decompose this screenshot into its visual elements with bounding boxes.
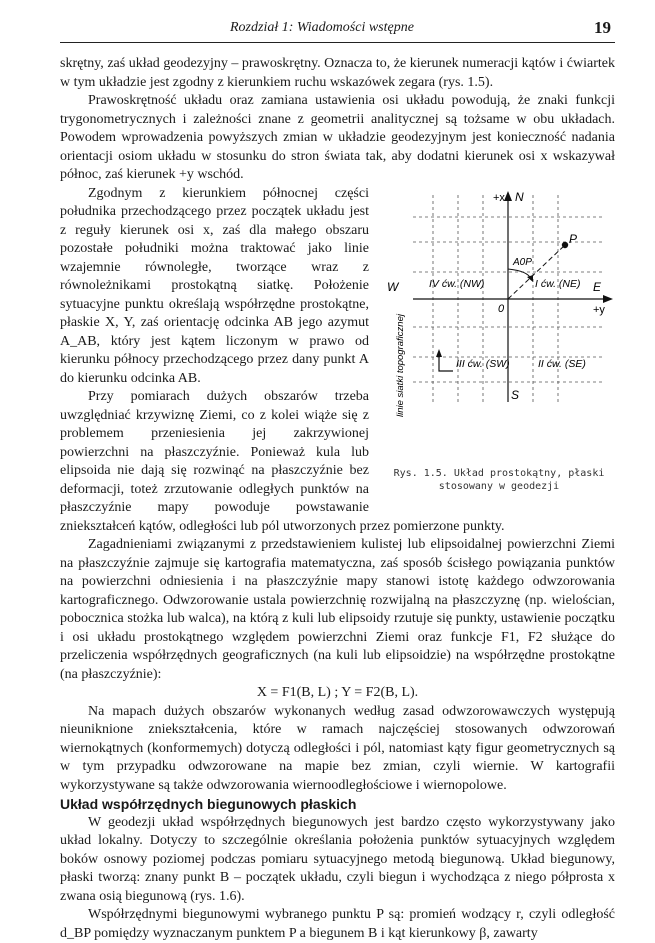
caption-line: stosowany w geodezji bbox=[438, 480, 560, 492]
axis-y-label: +y bbox=[593, 303, 605, 316]
point-p bbox=[562, 241, 568, 247]
formula: X = F1(B, L) ; Y = F2(B, L). bbox=[256, 685, 419, 700]
section-heading: Układ współrzędnych biegunowych płaskich bbox=[60, 796, 357, 812]
figure-1-5 bbox=[383, 187, 615, 512]
page-number: 19 bbox=[594, 18, 611, 37]
coordinate-diagram bbox=[383, 187, 615, 462]
azimuth-arc bbox=[508, 269, 531, 279]
figure-caption bbox=[383, 467, 615, 493]
south-label: S bbox=[511, 387, 520, 402]
quadrant-4-label: IV ćw. (NW) bbox=[429, 277, 485, 290]
paragraph: Zagadnieniami związanymi z przedstawieniem kulistej lub elipsoidalnej powierzchni Ziemi na płaszczyźnie zajmuje się kartografia matematyczna, zaś sposób ścisłego powiązania punktów na powierzchni odniesienia i na płaszczyźnie mapy stanowi istotę każdego odwzorowania kartograficznego. Odwzorowanie ustala powierzchnię rozwijalną na płaszczyznę (np. wielościan, pobocznica stożka lub walca), na którą z kuli lub elipsoidy rzutuje się punkty, ustawienie początku i osi układu prostokątnego względem powierzchni Ziemi oraz funkcje F1, F2 służące do przeliczenia współrzędnych geograficznych (na kuli lub elipsoidzie) na współrzędne prostokątne (na płaszczyźnie): bbox=[60, 537, 615, 682]
quadrant-3-label: III ćw. (SW) bbox=[456, 357, 510, 370]
north-label: N bbox=[515, 189, 524, 204]
east-label: E bbox=[593, 279, 602, 294]
west-label: W bbox=[387, 279, 399, 294]
paragraph: W geodezji układ współrzędnych biegunowych jest bardzo często wykorzystywany jako układ lokalny. Dotyczy to szczególnie określania położenia punktów sytuacyjnych względem boków osnowy poziomej podczas pomiaru sytuacyjnego metodą biegunową. Układ biegunowy, płaski tworzą: znany punkt B – początek układu, czyli biegun i wychodząca z niego półprosta x zwana osią biegunową (rys. 1.6). bbox=[60, 814, 615, 904]
running-header bbox=[60, 18, 615, 43]
paragraph: skrętny, zaś układ geodezyjny – prawoskrętny. Oznacza to, że kierunek numeracji kątów i ćwiartek w tym układzie jest zgodny z kierunkiem ruchu wskazówek zegara (rys. 1.5). bbox=[60, 56, 615, 90]
point-label: P bbox=[569, 231, 578, 246]
east-arrow bbox=[603, 295, 613, 303]
paragraph: Współrzędnymi biegunowymi wybranego punktu P są: promień wodzący r, czyli odległość d_BP pomiędzy wyznaczanym punktem P a biegunem B i kąt kierunkowy β, zawarty bbox=[60, 907, 615, 941]
paragraph: Na mapach dużych obszarów wykonanych według zasad odwzorowawczych występują nieuniknione zniekształcenia, które w ramach najczęściej stosowanych odwzorowań wiernokątnych (konformemych) dotyczą odległości i pól, natomiast kąty figur geometrycznych są w tym przypadku odwzorowane na mapie bez zmian, czyli wiernie. W kartografii wykorzystywane są także odwzorowania wiernoodległościowe i wiernopolowe. bbox=[60, 703, 615, 793]
chapter-title: Rozdział 1: Wiadomości wstępne bbox=[230, 20, 414, 35]
north-arrow bbox=[504, 191, 512, 201]
origin-label: 0 bbox=[498, 302, 505, 315]
grid-side-label: linie siatki topograficznej bbox=[395, 313, 406, 417]
caption-line: Rys. 1.5. Układ prostokątny, płaski bbox=[393, 467, 605, 479]
paragraph: Przy pomiarach dużych obszarów trzeba uwzględniać krzywiznę Ziemi, co z kolei wiąże się z problemem przeniesienia jej zakrzywionej powierzchni na płaszczyźnie. Ponieważ kula lub elipsoida nie dają się rozwinąć na płaszczyźnie bez deformacji, toteż zrzutowanie odległych punktów na płaszczyźnie mapy powoduje powstawanie zniekształceń kątów, odległości lub pól utworzonych przez pomierzone punkty. bbox=[60, 389, 505, 534]
quadrant-1-label: I ćw. (NE) bbox=[535, 277, 581, 290]
paragraph: Prawoskrętność układu oraz zamiana ustawienia osi układu powodują, że znaki funkcji trygonometrycznych i zależności znane z geometrii analitycznej są tożsame w obu układach. Powodem wprowadzenia powyższych zmian w układzie geodezyjnym jest konieczność nadania orientacji osiom układu w stosunku do stron świata tak, aby dodatni kierunek osi x wskazywał północ, zaś kierunek +y wschód. bbox=[60, 93, 615, 182]
paragraph: Zgodnym z kierunkiem północnej części południka przechodzącego przez początek układu jest z reguły kierunek osi x, zaś dla małego obszaru pozostałe południki można traktować jako linie wzajemnie równoległe, tworzące wraz z równoleżnikami prostokątną siatkę. Położenie sytuacyjne punktu określają współrzędne prostokątne, płaskie X, Y, zaś orientację odcinka AB jego azymut A_AB, który jest kątem liczonym w prawo od kierunku północy przechodzącego przez dany punkt A do kierunku odcinka AB. bbox=[60, 185, 369, 386]
axis-x-label: +x bbox=[493, 191, 505, 204]
azimuth-label: A0P bbox=[513, 256, 532, 268]
quadrant-2-label: II ćw. (SE) bbox=[538, 357, 586, 370]
text-body bbox=[60, 55, 615, 943]
